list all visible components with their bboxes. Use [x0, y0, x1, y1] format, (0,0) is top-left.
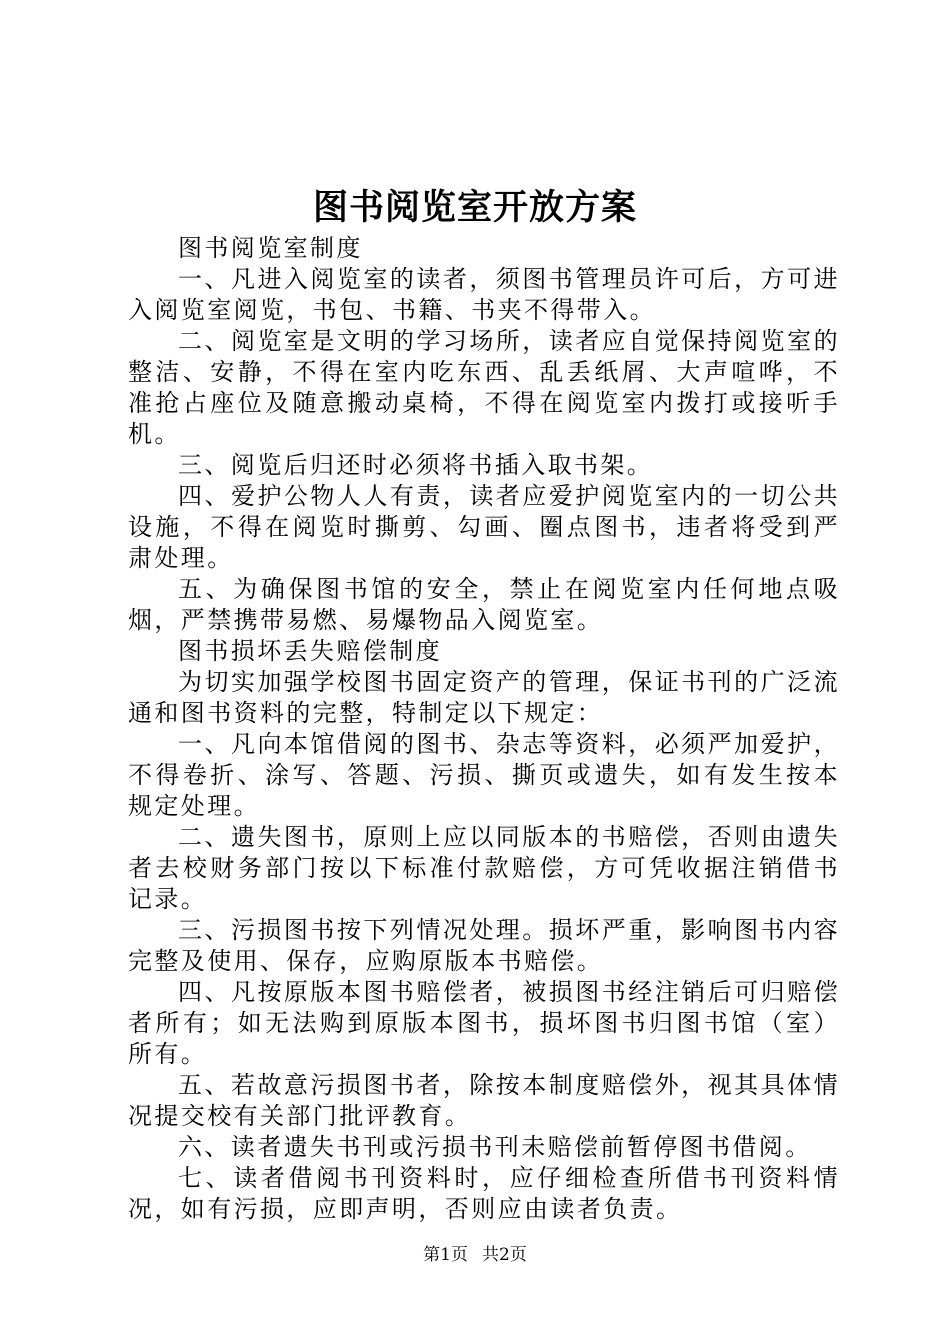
document-title: 图书阅览室开放方案	[312, 187, 637, 228]
paragraph: 一、凡进入阅览室的读者，须图书管理员许可后，方可进入阅览室阅览，书包、书籍、书夹不得带入。	[128, 265, 840, 324]
paragraph: 五、若故意污损图书者，除按本制度赔偿外，视其具体情况提交校有关部门批评教育。	[128, 1071, 840, 1130]
paragraph: 七、读者借阅书刊资料时，应仔细检查所借书刊资料情况，如有污损，应即声明，否则应由读者负责。	[128, 1164, 840, 1223]
paragraph: 二、遗失图书，原则上应以同版本的书赔偿，否则由遗失者去校财务部门按以下标准付款赔偿，方可凭收据注销借书记录。	[128, 823, 840, 913]
paragraph: 为切实加强学校图书固定资产的管理，保证书刊的广泛流通和图书资料的完整，特制定以下规定：	[128, 668, 840, 727]
page-footer	[0, 1243, 950, 1267]
document-body	[128, 233, 840, 1225]
paragraph: 三、阅览后归还时必须将书插入取书架。	[178, 451, 654, 479]
paragraph: 四、爱护公物人人有责，读者应爱护阅览室内的一切公共设施，不得在阅览时撕剪、勾画、圈点图书，违者将受到严肃处理。	[128, 482, 840, 572]
page-total: 共2页	[482, 1245, 527, 1265]
section-heading-reading-room-rules: 图书阅览室制度	[178, 234, 363, 262]
paragraph: 四、凡按原版本图书赔偿者，被损图书经注销后可归赔偿者所有；如无法购到原版本图书，损坏图书归图书馆（室）所有。	[128, 978, 840, 1068]
paragraph: 六、读者遗失书刊或污损书刊未赔偿前暂停图书借阅。	[178, 1133, 812, 1161]
section-heading-compensation-rules: 图书损坏丢失赔偿制度	[178, 637, 442, 665]
page-number: 第1页	[423, 1245, 468, 1265]
paragraph: 二、阅览室是文明的学习场所，读者应自觉保持阅览室的整洁、安静，不得在室内吃东西、乱丢纸屑、大声喧哗，不准抢占座位及随意搬动桌椅，不得在阅览室内拨打或接听手机。	[128, 327, 840, 448]
paragraph: 三、污损图书按下列情况处理。损坏严重，影响图书内容完整及使用、保存，应购原版本书赔偿。	[128, 916, 840, 975]
paragraph: 一、凡向本馆借阅的图书、杂志等资料，必须严加爱护，不得卷折、涂写、答题、污损、撕页或遗失，如有发生按本规定处理。	[128, 730, 840, 820]
paragraph: 五、为确保图书馆的安全，禁止在阅览室内任何地点吸烟，严禁携带易燃、易爆物品入阅览室。	[128, 575, 840, 634]
